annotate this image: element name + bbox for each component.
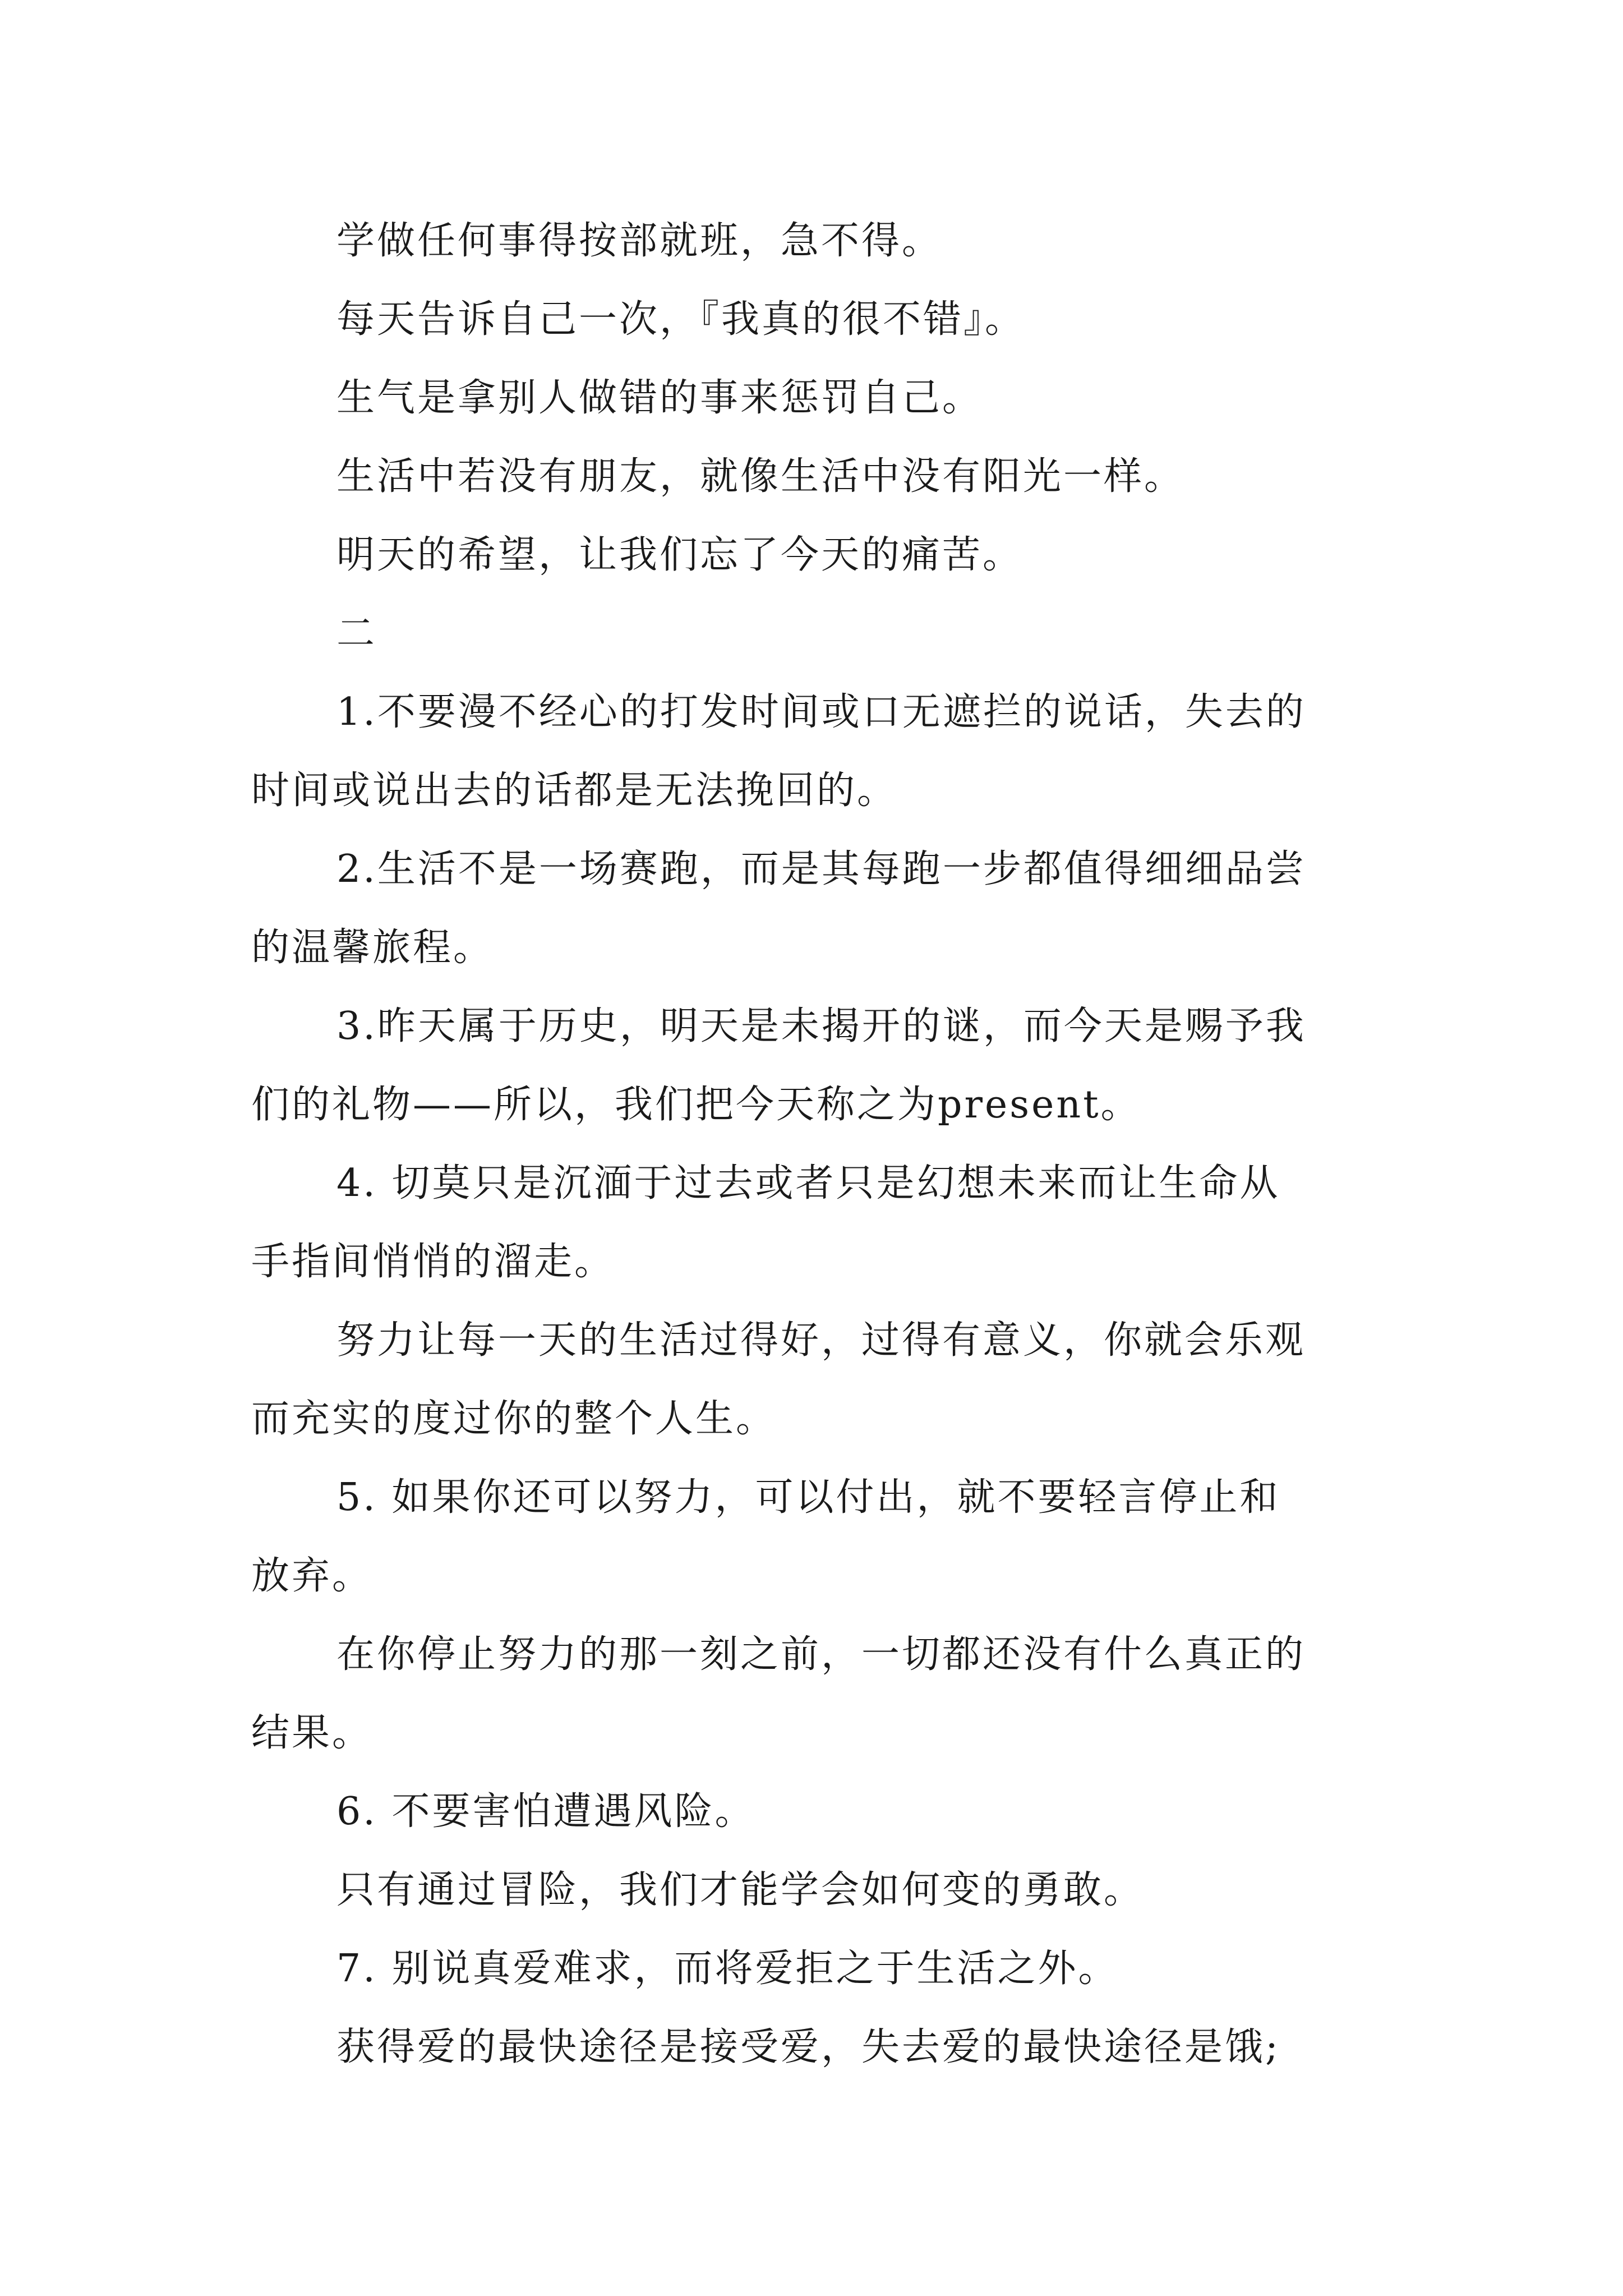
paragraph	[251, 1851, 1384, 1930]
text-line: 放弃。	[251, 1554, 373, 1598]
paragraph	[251, 1930, 1384, 2008]
paragraph	[251, 516, 1384, 595]
paragraph	[251, 673, 1384, 830]
paragraph	[251, 280, 1384, 359]
text-line: 结果。	[251, 1711, 373, 1755]
text-line: 1.不要漫不经心的打发时间或口无遮拦的说话，失去的	[336, 690, 1306, 734]
paragraph	[251, 1616, 1384, 1773]
document-body	[251, 202, 1384, 2087]
text-line: 学做任何事得按部就班，急不得。	[336, 219, 943, 263]
text-line: 二	[336, 611, 377, 656]
text-line: 明天的希望，让我们忘了今天的痛苦。	[336, 533, 1023, 577]
paragraph	[251, 595, 1384, 673]
paragraph	[251, 1458, 1384, 1616]
paragraph	[251, 2008, 1384, 2087]
paragraph	[251, 359, 1384, 438]
paragraph	[251, 830, 1384, 987]
text-line: 生气是拿别人做错的事来惩罚自己。	[336, 376, 983, 420]
text-line: 5. 如果你还可以努力，可以付出，就不要轻言停止和	[336, 1475, 1280, 1520]
text-line: 而充实的度过你的整个人生。	[251, 1397, 777, 1441]
paragraph	[251, 1773, 1384, 1851]
paragraph	[251, 438, 1384, 516]
paragraph	[251, 1144, 1384, 1301]
text-line: 4. 切莫只是沉湎于过去或者只是幻想未来而让生命从	[336, 1161, 1280, 1205]
paragraph	[251, 1301, 1384, 1458]
text-line: 生活中若没有朋友，就像生活中没有阳光一样。	[336, 454, 1185, 499]
paragraph	[251, 202, 1384, 280]
text-line: 手指间悄悄的溜走。	[251, 1240, 615, 1284]
text-line: 们的礼物——所以，我们把今天称之为present。	[251, 1083, 1141, 1127]
text-line: 7. 别说真爱难求，而将爱拒之于生活之外。	[336, 1947, 1119, 1991]
text-line: 只有通过冒险，我们才能学会如何变的勇敢。	[336, 1868, 1145, 1912]
paragraph	[251, 987, 1384, 1144]
text-line: 6. 不要害怕遭遇风险。	[336, 1789, 755, 1834]
text-line: 2.生活不是一场赛跑，而是其每跑一步都值得细细品尝	[336, 847, 1306, 891]
text-line: 的温馨旅程。	[251, 926, 494, 970]
text-line: 努力让每一天的生活过得好，过得有意义，你就会乐观	[336, 1318, 1306, 1363]
text-line: 时间或说出去的话都是无法挽回的。	[251, 769, 898, 813]
text-line: 在你停止努力的那一刻之前，一切都还没有什么真正的	[336, 1632, 1306, 1677]
text-line: 每天告诉自己一次，『我真的很不错』。	[336, 297, 1026, 342]
text-line: 3.昨天属于历史，明天是未揭开的谜，而今天是赐予我	[336, 1004, 1306, 1048]
text-line: 获得爱的最快途径是接受爱，失去爱的最快途径是饿;	[336, 2025, 1280, 2069]
